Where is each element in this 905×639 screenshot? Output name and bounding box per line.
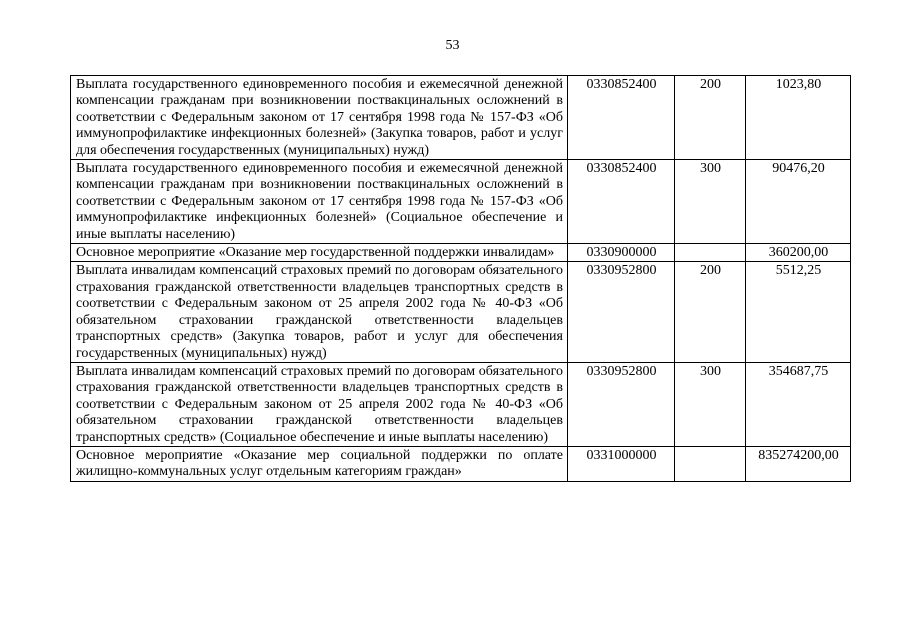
row-target-code: 0330952800 [568, 262, 675, 362]
row-expense-type [675, 446, 746, 481]
row-expense-type: 300 [675, 362, 746, 446]
row-expense-type: 200 [675, 76, 746, 160]
row-amount: 360200,00 [746, 244, 851, 262]
row-amount: 5512,25 [746, 262, 851, 362]
row-description: Выплата государственного единовременного пособия и ежемесячной денежной компенсации гражданам при возникновении поствакцинальных осложнений в соответствии с Федеральным законом от 17 сентября 1998 года № 157-ФЗ «Об иммунопрофилактике инфекционных болезней» (Социальное обеспечение и иные выплаты населению) [71, 160, 568, 244]
table-row [71, 362, 851, 446]
budget-table [70, 75, 851, 482]
row-description: Выплата инвалидам компенсаций страховых премий по договорам обязательного страхования гражданской ответственности владельцев транспортных средств в соответствии с Федеральным законом от 25 апреля 2002 года № 40-ФЗ «Об обязательном страховании гражданской ответственности владельцев транспортных средств» (Социальное обеспечение и иные выплаты населению) [71, 362, 568, 446]
row-amount: 835274200,00 [746, 446, 851, 481]
table-row [71, 160, 851, 244]
row-description: Выплата инвалидам компенсаций страховых премий по договорам обязательного страхования гражданской ответственности владельцев транспортных средств в соответствии с Федеральным законом от 25 апреля 2002 года № 40-ФЗ «Об обязательном страховании гражданской ответственности владельцев транспортных средств» (Закупка товаров, работ и услуг для обеспечения государственных (муниципальных) нужд) [71, 262, 568, 362]
row-description: Основное мероприятие «Оказание мер социальной поддержки по оплате жилищно-коммунальных услуг отдельным категориям граждан» [71, 446, 568, 481]
row-expense-type [675, 244, 746, 262]
page-number: 53 [445, 38, 460, 53]
row-target-code: 0330900000 [568, 244, 675, 262]
row-description: Основное мероприятие «Оказание мер государственной поддержки инвалидам» [71, 244, 568, 262]
row-description: Выплата государственного единовременного пособия и ежемесячной денежной компенсации гражданам при возникновении поствакцинальных осложнений в соответствии с Федеральным законом от 17 сентября 1998 года № 157-ФЗ «Об иммунопрофилактике инфекционных болезней» (Закупка товаров, работ и услуг для обеспечения государственных (муниципальных) нужд) [71, 76, 568, 160]
row-expense-type: 200 [675, 262, 746, 362]
table-row [71, 76, 851, 160]
table-row [71, 446, 851, 481]
row-amount: 90476,20 [746, 160, 851, 244]
row-amount: 1023,80 [746, 76, 851, 160]
row-expense-type: 300 [675, 160, 746, 244]
row-target-code: 0330852400 [568, 76, 675, 160]
row-amount: 354687,75 [746, 362, 851, 446]
table-row [71, 244, 851, 262]
row-target-code: 0330852400 [568, 160, 675, 244]
table-row [71, 262, 851, 362]
row-target-code: 0330952800 [568, 362, 675, 446]
row-target-code: 0331000000 [568, 446, 675, 481]
